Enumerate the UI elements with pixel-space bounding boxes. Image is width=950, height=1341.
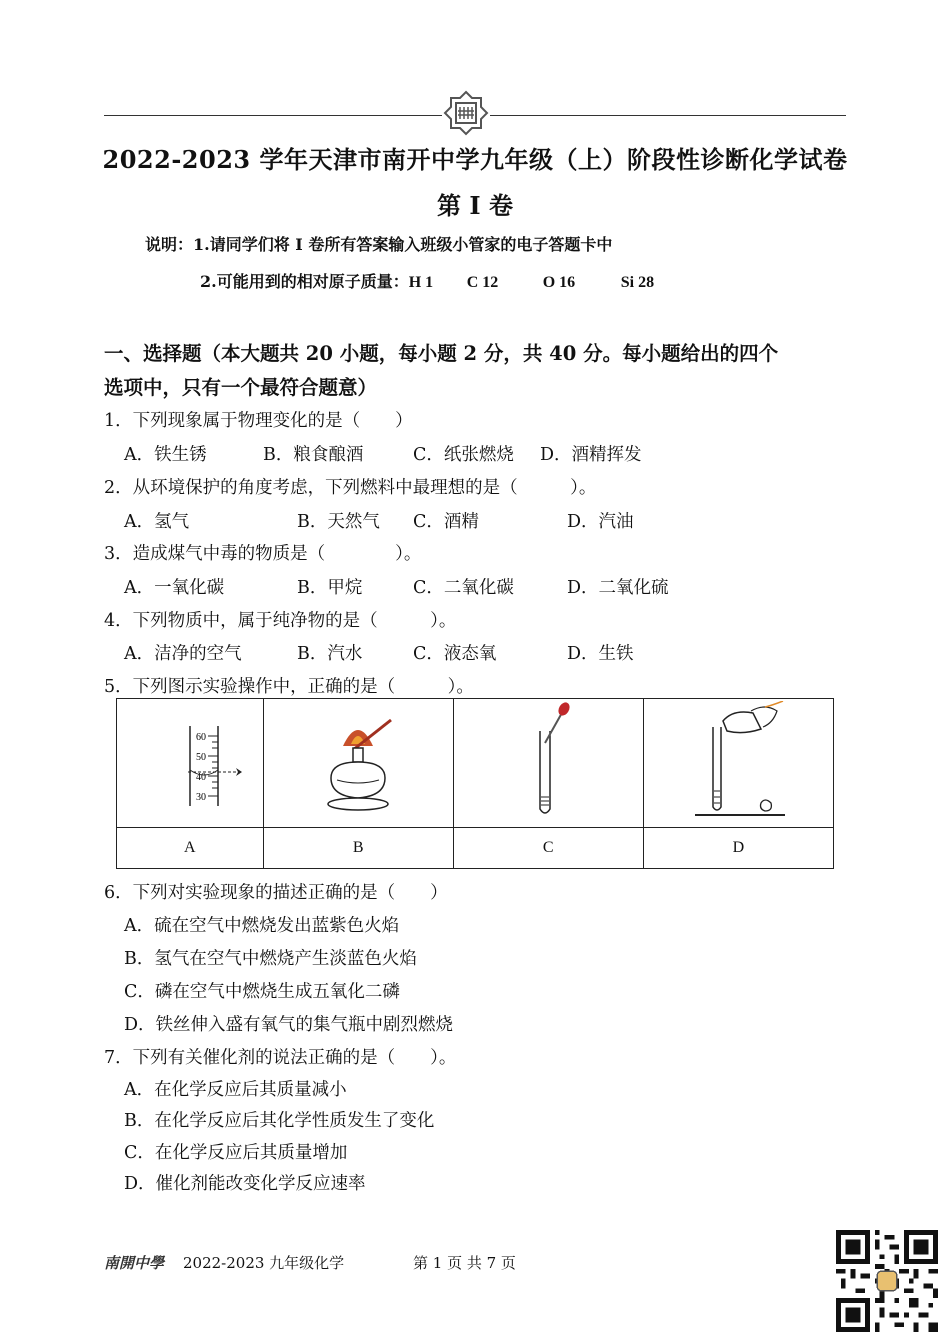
question-1-option-a: A．铁生锈: [124, 445, 207, 465]
question-4-stem: 4．下列物质中，属于纯净物的是（ ）。: [104, 611, 457, 631]
section-heading-line-1: 一、选择题（本大题共 20 小题，每小题 2 分，共 40 分。每小题给出的四个: [104, 342, 779, 365]
question-3-option-d: D．二氧化硫: [567, 578, 669, 598]
atomic-mass-c: C 12: [466, 274, 499, 291]
question-7-option-d: D．催化剂能改变化学反应速率: [124, 1174, 366, 1194]
footer-course: 2022-2023 九年级化学: [183, 1254, 345, 1272]
pouring-liquid-image: [673, 701, 803, 821]
question-4-option-a: A．洁净的空气: [124, 644, 242, 664]
figure-label-b: B: [263, 828, 453, 869]
question-6-option-d: D．铁丝伸入盛有氧气的集气瓶中剧烈燃烧: [124, 1015, 454, 1035]
school-seal-logo: [443, 90, 489, 136]
header-rule-left: [104, 115, 442, 116]
question-6-option-b: B．氢气在空气中燃烧产生淡蓝色火焰: [124, 949, 417, 969]
atomic-mass-si: Si 28: [620, 274, 655, 291]
question-6-option-a: A．硫在空气中燃烧发出蓝紫色火焰: [124, 916, 400, 936]
figure-cell-d: [643, 699, 833, 828]
footer-school-mark: 南開中學: [104, 1254, 165, 1272]
question-1-option-b: B．粮食酿酒: [263, 445, 364, 465]
atomic-mass-h: H 1: [408, 274, 434, 291]
question-1-option-d: D．酒精挥发: [540, 445, 642, 465]
qr-code-image: [836, 1230, 938, 1332]
figure-cell-a: [117, 699, 264, 828]
figure-label-d: D: [643, 828, 833, 869]
exam-title: 2022-2023 学年天津市南开中学九年级（上）阶段性诊断化学试卷: [102, 145, 848, 174]
figure-cell-c: [453, 699, 643, 828]
question-3-option-b: B．甲烷: [297, 578, 363, 598]
question-3-option-c: C．二氧化碳: [413, 578, 514, 598]
volume-title: 第 I 卷: [437, 191, 513, 220]
instruction-line-2: [200, 269, 654, 292]
question-5-stem: 5．下列图示实验操作中，正确的是（ ）。: [104, 677, 474, 697]
graduated-cylinder-reading-image: [130, 706, 250, 816]
question-4-option-b: B．汽水: [297, 644, 363, 664]
cylinder-tick-50: 50: [195, 752, 206, 763]
question-1-stem: 1．下列现象属于物理变化的是（ ）: [104, 411, 413, 431]
question-7-option-b: B．在化学反应后其化学性质发生了变化: [124, 1111, 435, 1131]
figure-label-a: A: [117, 828, 264, 869]
question-7-stem: 7．下列有关催化剂的说法正确的是（ ）。: [104, 1048, 457, 1068]
question-7-option-a: A．在化学反应后其质量减小: [124, 1080, 347, 1100]
question-2-option-d: D．汽油: [567, 512, 634, 532]
question-4-option-d: D．生铁: [567, 644, 634, 664]
question-2-option-a: A．氢气: [124, 512, 190, 532]
instruction-line-1: 说明：1.请同学们将 I 卷所有答案输入班级小管家的电子答题卡中: [145, 235, 613, 254]
figure-cell-b: [263, 699, 453, 828]
cylinder-tick-40: 40: [195, 772, 206, 783]
cylinder-tick-60: 60: [195, 732, 206, 743]
section-heading-line-2: 选项中，只有一个最符合题意）: [104, 376, 378, 399]
atomic-mass-o: O 16: [542, 274, 576, 291]
question-6-stem: 6．下列对实验现象的描述正确的是（ ）: [104, 883, 448, 903]
lab-operation-figure-table: [116, 698, 834, 869]
dropper-in-test-tube-image: [493, 701, 603, 821]
header-rule-right: [490, 115, 846, 116]
atomic-mass-label: 2.可能用到的相对原子质量：: [200, 272, 409, 291]
question-3-stem: 3．造成煤气中毒的物质是（ ）。: [104, 544, 422, 564]
question-7-option-c: C．在化学反应后其质量增加: [124, 1143, 348, 1163]
question-2-option-b: B．天然气: [297, 512, 380, 532]
question-2-stem: 2．从环境保护的角度考虑，下列燃料中最理想的是（ ）。: [104, 478, 597, 498]
footer-page-number: 第 1 页 共 7 页: [413, 1254, 516, 1272]
question-4-option-c: C．液态氧: [413, 644, 497, 664]
question-1-option-c: C．纸张燃烧: [413, 445, 514, 465]
alcohol-lamp-lighting-image: [303, 706, 413, 816]
figure-label-c: C: [453, 828, 643, 869]
cylinder-tick-30: 30: [195, 792, 206, 803]
question-6-option-c: C．磷在空气中燃烧生成五氧化二磷: [124, 982, 400, 1002]
question-2-option-c: C．酒精: [413, 512, 479, 532]
question-3-option-a: A．一氧化碳: [124, 578, 225, 598]
